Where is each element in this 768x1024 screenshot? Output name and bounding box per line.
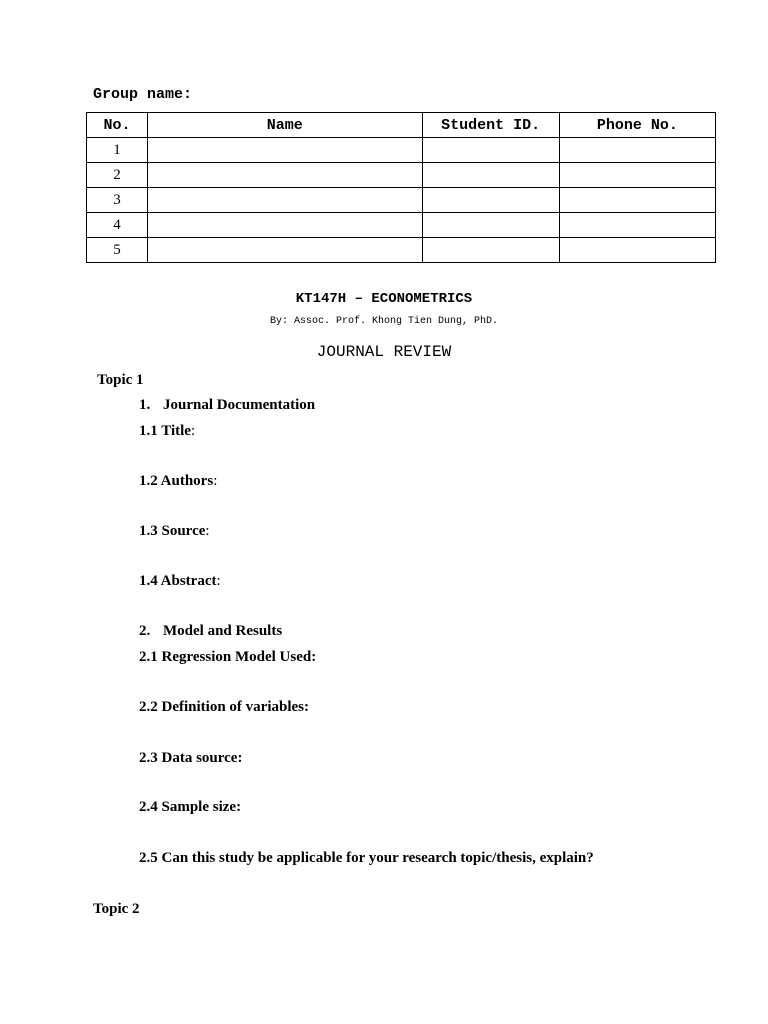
field-title: [139, 423, 195, 440]
field-abstract-label: 1.4 Abstract: [139, 573, 217, 589]
field-regression-model: 2.1 Regression Model Used:: [139, 649, 317, 665]
row-number-cell: 2: [87, 163, 148, 188]
section-2-heading: [139, 623, 282, 640]
table-row: [87, 138, 716, 163]
table-row: [87, 163, 716, 188]
column-header-student-id: Student ID.: [422, 113, 559, 138]
field-variable-definitions: 2.2 Definition of variables:: [139, 699, 309, 715]
section-1-heading: [139, 397, 315, 414]
row-number-cell: 1: [87, 138, 148, 163]
section-1-title: Journal Documentation: [163, 397, 316, 413]
name-cell[interactable]: [148, 238, 422, 263]
column-header-phone: Phone No.: [559, 113, 715, 138]
field-data-source: 2.3 Data source:: [139, 750, 243, 766]
name-cell[interactable]: [148, 138, 422, 163]
name-cell[interactable]: [148, 188, 422, 213]
student-id-cell[interactable]: [422, 213, 559, 238]
field-source: [139, 523, 210, 540]
table-header-row: [87, 113, 716, 138]
field-source-label: 1.3 Source: [139, 523, 206, 539]
student-id-cell[interactable]: [422, 238, 559, 263]
name-cell[interactable]: [148, 213, 422, 238]
student-id-cell[interactable]: [422, 188, 559, 213]
course-title: KT147H – ECONOMETRICS: [295, 291, 473, 307]
field-title-label: 1.1 Title: [139, 423, 191, 439]
phone-cell[interactable]: [559, 163, 715, 188]
topic-1-heading: Topic 1: [97, 372, 144, 388]
phone-cell[interactable]: [559, 138, 715, 163]
table-row: [87, 188, 716, 213]
field-abstract-colon: :: [216, 573, 221, 589]
phone-cell[interactable]: [559, 188, 715, 213]
section-2-number: 2.: [139, 623, 151, 639]
section-2-title: Model and Results: [163, 623, 283, 639]
field-authors-label: 1.2 Authors: [139, 473, 214, 489]
name-cell[interactable]: [148, 163, 422, 188]
group-name-label: Group name:: [93, 86, 193, 103]
field-sample-size: 2.4 Sample size:: [139, 799, 242, 815]
table-row: [87, 213, 716, 238]
document-title: JOURNAL REVIEW: [316, 343, 452, 361]
field-authors: [139, 473, 217, 490]
field-title-colon: :: [190, 423, 196, 439]
table-row: [87, 238, 716, 263]
group-members-table: [86, 112, 716, 263]
column-header-name: Name: [148, 113, 422, 138]
field-applicability: 2.5 Can this study be applicable for your research topic/thesis, explain?: [139, 850, 594, 866]
phone-cell[interactable]: [559, 238, 715, 263]
section-1-number: 1.: [139, 397, 151, 413]
field-source-colon: :: [205, 523, 210, 539]
student-id-cell[interactable]: [422, 163, 559, 188]
phone-cell[interactable]: [559, 213, 715, 238]
field-authors-colon: :: [213, 473, 218, 489]
row-number-cell: 3: [87, 188, 148, 213]
column-header-no: No.: [87, 113, 148, 138]
field-abstract: [139, 573, 221, 590]
student-id-cell[interactable]: [422, 138, 559, 163]
row-number-cell: 4: [87, 213, 148, 238]
row-number-cell: 5: [87, 238, 148, 263]
topic-2-heading: Topic 2: [93, 901, 140, 917]
course-byline: By: Assoc. Prof. Khong Tien Dung, PhD.: [269, 316, 499, 327]
